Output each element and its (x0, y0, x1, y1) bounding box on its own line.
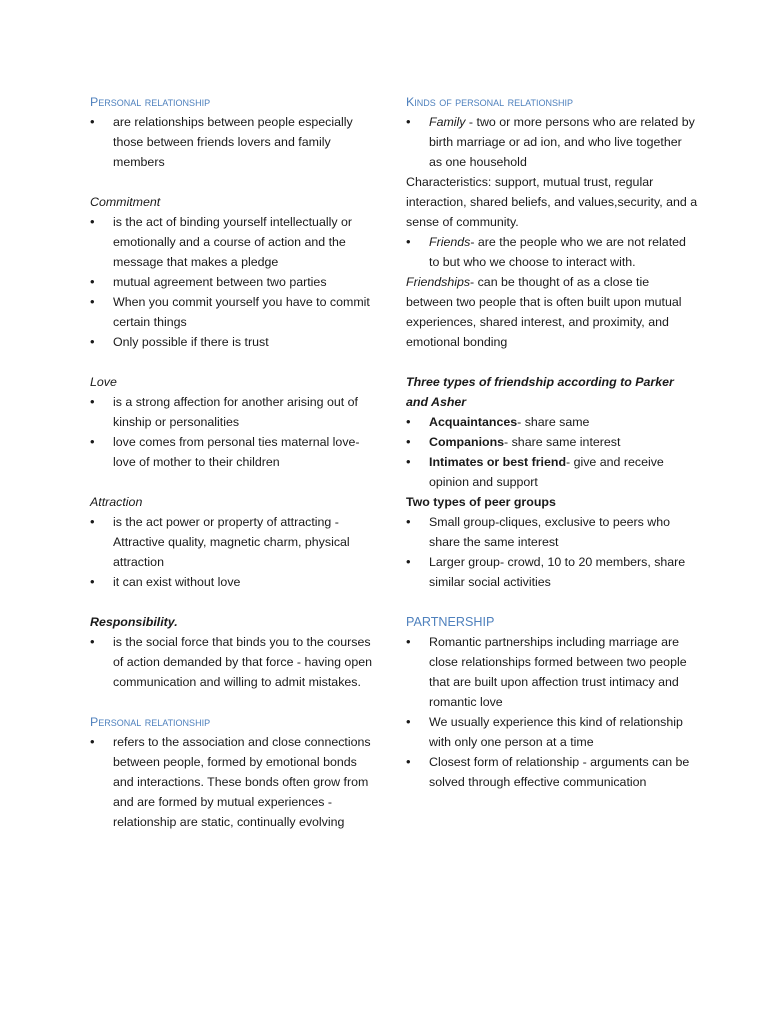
item-label: Intimates or best friend (429, 455, 567, 469)
list-item: • Only possible if there is trust (90, 332, 378, 352)
item-text: - share same interest (504, 435, 621, 449)
family-label: Family (429, 115, 466, 129)
attraction-title: Attraction (90, 495, 143, 509)
peer-groups-title: Two types of peer groups (406, 495, 556, 509)
responsibility-title: Responsibility. (90, 615, 178, 629)
friendships-paragraph (406, 272, 698, 352)
item-text: - give and receive opinion and support (429, 455, 664, 489)
personal-relationship-2-list (90, 732, 378, 832)
attraction-list (90, 512, 378, 592)
item-text: - share same (517, 415, 590, 429)
list-item: • is the social force that binds you to the courses of action demanded by that force - having open communication and willing to admit mistakes. (90, 632, 378, 692)
list-item (406, 412, 698, 432)
three-types-title: Three types of friendship according to Parker and Asher (406, 375, 674, 409)
list-item (406, 432, 698, 452)
list-item: • is the act power or property of attracting -Attractive quality, magnetic charm, physical attraction (90, 512, 378, 572)
list-item-family (406, 112, 698, 172)
friendships-text: - can be thought of as a close tie between two people that is often built upon mutual experiences, shared interest, and proximity, and emotional bonding (406, 275, 682, 349)
section-heading-partnership: PARTNERSHIP (406, 615, 495, 629)
personal-relationship-list (90, 112, 378, 172)
list-item: • it can exist without love (90, 572, 378, 592)
family-text: - two or more persons who are related by birth marriage or ad ion, and who live together as one household (429, 115, 695, 169)
list-item (406, 452, 698, 492)
list-item: • is the act of binding yourself intellectually or emotionally and a course of action and the message that makes a pledge (90, 212, 378, 272)
list-item: • Larger group- crowd, 10 to 20 members, share similar social activities (406, 552, 698, 592)
right-column (406, 92, 698, 792)
responsibility-list (90, 632, 378, 692)
section-heading-personal-relationship-2: Personal relationship (90, 715, 211, 729)
commitment-list (90, 212, 378, 352)
item-label: Acquaintances (429, 415, 518, 429)
item-label: Companions (429, 435, 505, 449)
commitment-title: Commitment (90, 195, 161, 209)
list-item: • is a strong affection for another arising out of kinship or personalities (90, 392, 378, 432)
list-item: • refers to the association and close connections between people, formed by emotional bonds and interactions. These bonds often grow from and are formed by mutual experiences - relationship are static, continually evolving (90, 732, 378, 832)
love-list (90, 392, 378, 472)
characteristics-text: Characteristics: support, mutual trust, regular interaction, shared beliefs, and values,security, and a sense of community. (406, 175, 698, 229)
friends-text: - are the people who we are not related to but who we choose to interact with. (429, 235, 686, 269)
list-item: • mutual agreement between two parties (90, 272, 378, 292)
love-title: Love (90, 375, 117, 389)
friends-label: Friends (429, 235, 471, 249)
list-item: • We usually experience this kind of relationship with only one person at a time (406, 712, 698, 752)
friendships-label: Friendships (406, 275, 471, 289)
kinds-family-list (406, 112, 698, 172)
list-item: • When you commit yourself you have to commit certain things (90, 292, 378, 332)
partnership-list (406, 632, 698, 792)
section-heading-personal-relationship: Personal relationship (90, 95, 211, 109)
list-item: • Closest form of relationship - arguments can be solved through effective communication (406, 752, 698, 792)
list-item: • Small group-cliques, exclusive to peers who share the same interest (406, 512, 698, 552)
list-item: • Romantic partnerships including marriage are close relationships formed between two people that are built upon affection trust intimacy and romantic love (406, 632, 698, 712)
list-item-friends (406, 232, 698, 272)
left-column (90, 92, 378, 832)
section-heading-kinds: Kinds of personal relationship (406, 95, 573, 109)
three-types-list (406, 412, 698, 492)
peer-groups-list (406, 512, 698, 592)
list-item: • love comes from personal ties maternal love- love of mother to their children (90, 432, 378, 472)
list-item: • are relationships between people especially those between friends lovers and family members (90, 112, 378, 172)
kinds-friends-list (406, 232, 698, 272)
